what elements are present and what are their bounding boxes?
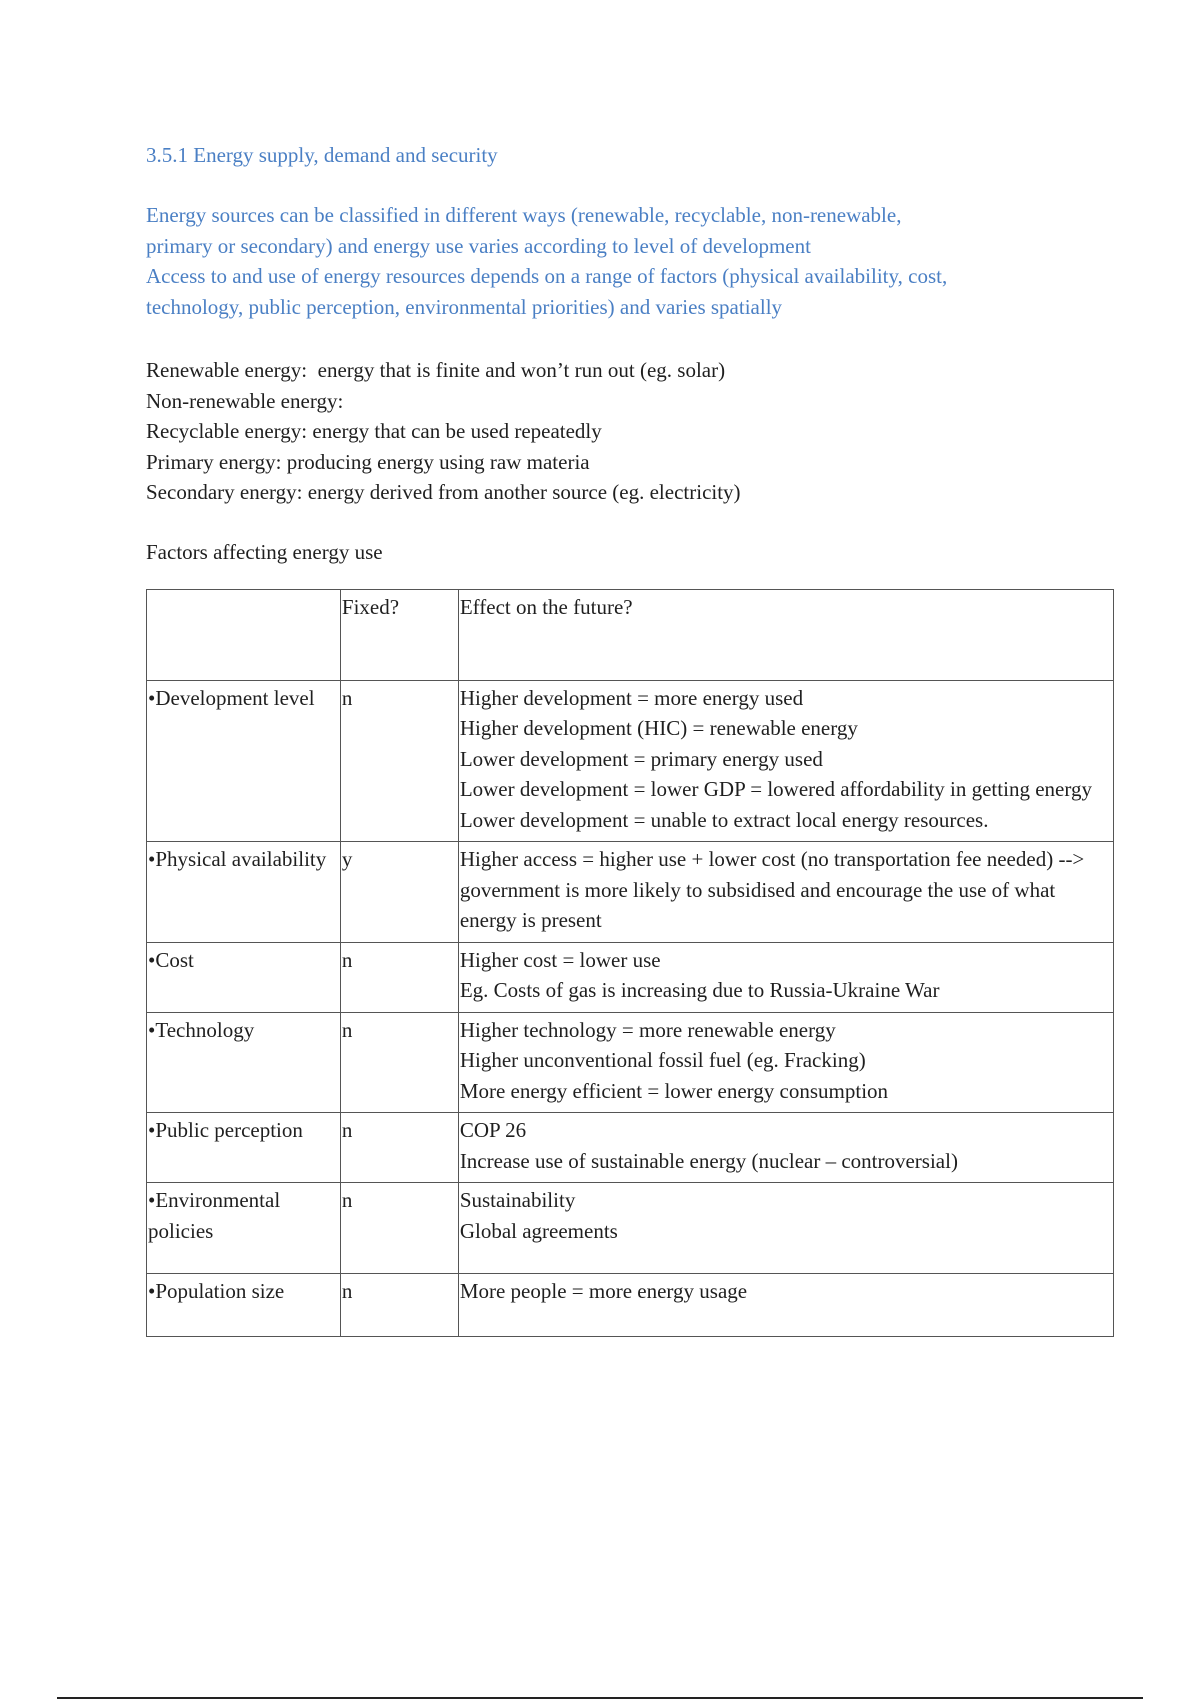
effect-line: Higher cost = lower use	[459, 947, 661, 972]
fixed-cell: n	[340, 1274, 458, 1337]
outcome-line: Access to and use of energy resources depends on a range of factors (physical availability, cost,	[146, 264, 948, 288]
outcome-line: Energy sources can be classified in different ways (renewable, recyclable, non-renewable,	[146, 203, 902, 227]
factor-cell: •Physical availability	[147, 842, 341, 943]
factor-cell: •Technology	[147, 1012, 341, 1113]
fixed-cell: n	[340, 1113, 458, 1183]
table-row	[147, 1113, 1114, 1183]
effect-line: Higher development = more energy used	[459, 685, 804, 710]
factor-cell: •Cost	[147, 942, 341, 1012]
factor-cell: •Development level	[147, 680, 341, 842]
table-row	[147, 680, 1114, 842]
factor-cell: •Public perception	[147, 1113, 341, 1183]
outcome-line: technology, public perception, environmental priorities) and varies spatially	[146, 294, 783, 319]
definition-primary: Primary energy: producing energy using raw materia	[146, 449, 590, 474]
factors-table	[146, 589, 1114, 1338]
effect-line: Higher unconventional fossil fuel (eg. Fracking)	[459, 1048, 866, 1072]
effect-cell	[458, 1274, 1113, 1337]
effect-cell	[458, 1183, 1113, 1274]
effect-line: Lower development = primary energy used	[459, 746, 823, 771]
table-header-row	[147, 589, 1114, 680]
effect-line: Higher development (HIC) = renewable energy	[459, 716, 858, 740]
effect-cell	[458, 1113, 1113, 1183]
effect-cell	[458, 1012, 1113, 1113]
effect-line: Higher access = higher use + lower cost (no transportation fee needed) --> government is more likely to subsidised and encourage the use of what energy is present	[459, 847, 1085, 932]
section-heading: 3.5.1 Energy supply, demand and security	[146, 143, 498, 167]
factor-cell: •Population size	[147, 1274, 341, 1337]
page-bottom-rule	[57, 1697, 1143, 1699]
effect-line: COP 26	[459, 1118, 527, 1142]
effect-line: Increase use of sustainable energy (nuclear – controversial)	[459, 1148, 958, 1173]
definition-recyclable: Recyclable energy: energy that can be used repeatedly	[146, 419, 602, 443]
definition-renewable: Renewable energy: energy that is finite and won’t run out (eg. solar)	[146, 358, 726, 382]
effect-line: Higher technology = more renewable energy	[459, 1017, 836, 1042]
header-cell-factor	[147, 589, 341, 680]
effect-line: Lower development = lower GDP = lowered affordability in getting energy	[459, 777, 1092, 801]
fixed-cell: n	[340, 1183, 458, 1274]
fixed-cell: y	[340, 842, 458, 943]
factors-title: Factors affecting energy use	[146, 539, 383, 564]
header-cell-effect: Effect on the future?	[458, 589, 1113, 680]
effect-cell	[458, 680, 1113, 842]
effect-line: Lower development = unable to extract local energy resources.	[459, 807, 989, 832]
effect-line: More energy efficient = lower energy consumption	[459, 1078, 889, 1103]
document-page	[146, 140, 1116, 1337]
effect-cell	[458, 842, 1113, 943]
effect-cell	[458, 942, 1113, 1012]
effect-line: More people = more energy usage	[459, 1279, 748, 1303]
table-row	[147, 842, 1114, 943]
effect-line: Eg. Costs of gas is increasing due to Russia-Ukraine War	[459, 978, 940, 1002]
table-row	[147, 942, 1114, 1012]
definition-non-renewable: Non-renewable energy:	[146, 388, 344, 413]
outcome-line: primary or secondary) and energy use varies according to level of development	[146, 233, 811, 258]
table-row	[147, 1183, 1114, 1274]
fixed-cell: n	[340, 942, 458, 1012]
effect-line: Sustainability	[459, 1188, 576, 1212]
definition-secondary: Secondary energy: energy derived from another source (eg. electricity)	[146, 480, 741, 504]
fixed-cell: n	[340, 1012, 458, 1113]
effect-line: Global agreements	[459, 1218, 618, 1243]
fixed-cell: n	[340, 680, 458, 842]
factor-cell: •Environmental policies	[147, 1183, 341, 1274]
table-row	[147, 1012, 1114, 1113]
table-row	[147, 1274, 1114, 1337]
learning-outcomes	[146, 200, 1116, 322]
header-cell-fixed: Fixed?	[340, 589, 458, 680]
definitions-list	[146, 355, 1116, 508]
